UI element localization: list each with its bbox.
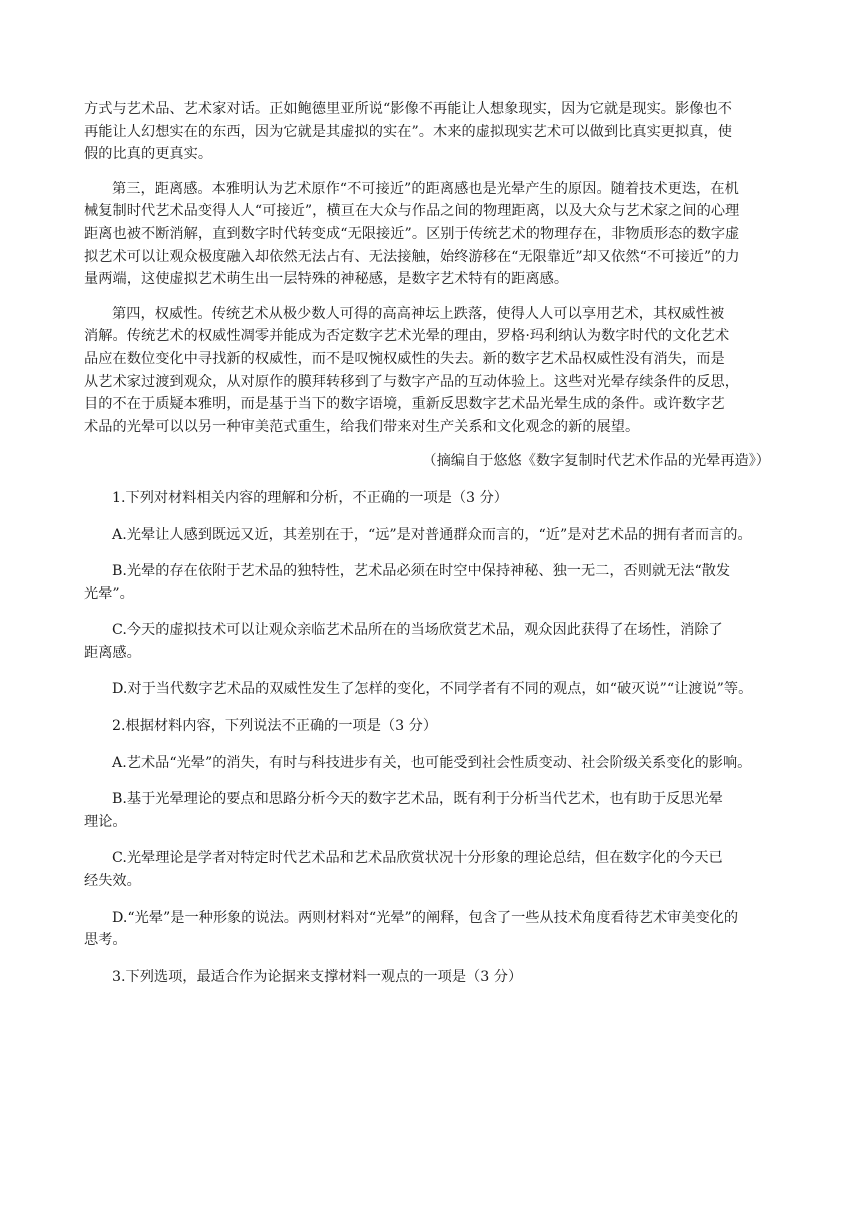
question-2-option-b (84, 788, 784, 833)
text-line: 量两端，这使虚拟艺术萌生出一层特殊的神秘感，是数字艺术特有的距离感。 (84, 271, 569, 288)
text-line: 假的比真的更真实。 (84, 146, 213, 163)
text-line: 1.下列对材料相关内容的理解和分析，不正确的一项是（3 分） (112, 489, 508, 506)
text-line: B.光晕的存在依附于艺术品的独特性，艺术品必须在时空中保持神秘、独一无二，否则就无法“散发 (112, 563, 731, 580)
passage-paragraph-3 (84, 303, 784, 439)
question-1-option-a (84, 524, 784, 547)
text-line: 思考。 (84, 932, 127, 949)
question-3-stem (84, 966, 784, 989)
text-line: 再能让人幻想实在的东西，因为它就是其虚拟的实在”。木来的虚拟现实艺术可以做到比真实更拟真，使 (84, 123, 732, 140)
text-line: 方式与艺术品、艺术家对话。正如鲍德里亚所说“影像不再能让人想象现实，因为它就是现实。影像也不 (84, 101, 732, 117)
text-line: 3.下列选项，最适合作为论据来支撑材料一观点的一项是（3 分） (112, 968, 523, 985)
text-line: C.今天的虚拟技术可以让观众亲临艺术品所在的当场欣赏艺术品，观众因此获得了在场性，消除了 (112, 622, 723, 639)
text-line: 从艺术家过渡到观众，从对原作的膜拜转移到了与数字产品的互动体验上。这些对光晕存续条件的反思， (84, 373, 739, 390)
text-line: 第三，距离感。本雅明认为艺术原作“不可接近”的距离感也是光晕产生的原因。随着技术更迭，在机 (112, 180, 739, 197)
question-1-option-b (84, 560, 784, 605)
source-citation: （摘编自于悠悠《数字复制时代艺术作品的光晕再造》） (422, 453, 770, 470)
text-line: 光晕”。 (84, 585, 134, 602)
text-line: 2.根据材料内容，下列说法不正确的一项是（3 分） (112, 718, 438, 735)
question-2-option-a (84, 752, 784, 775)
text-line: 械复制时代艺术品变得人人“可接近”，横亘在大众与作品之间的物理距离，以及大众与艺术家之间的心理 (84, 203, 740, 220)
text-line: 距离感。 (84, 644, 141, 661)
text-line: 目的不在于质疑本雅明，而是基于当下的数字语境，重新反思数字艺术品光晕生成的条件。或许数字艺 (84, 396, 725, 413)
question-2-option-d (84, 907, 784, 952)
text-line: A.光晕让人感到既远又近，其差别在于，“远”是对普通群众而言的，“近”是对艺术品的拥有者而言的。 (112, 526, 752, 543)
text-line: 拟艺术可以让观众极度融入却依然无法占有、无法接触，始终游移在“无限靠近”却又依然“不可接近”的力 (84, 248, 740, 265)
passage-paragraph-1 (84, 98, 784, 166)
question-1-stem (84, 487, 784, 510)
question-2-option-c (84, 847, 784, 892)
text-line: 经失效。 (84, 873, 141, 890)
question-1-option-d (84, 678, 784, 701)
question-1-option-c (84, 619, 784, 664)
question-2-stem (84, 715, 784, 738)
text-line: A.艺术品“光晕”的消失，有时与科技进步有关，也可能受到社会性质变动、社会阶级关系变化的影响。 (112, 754, 752, 771)
text-line: 品应在数位变化中寻找新的权威性，而不是叹惋权威性的失去。新的数字艺术品权威性没有消失，而是 (84, 350, 725, 367)
text-line: B.基于光晕理论的要点和思路分析今天的数字艺术品，既有利于分析当代艺术，也有助于反思光晕 (112, 791, 723, 808)
text-line: 距离也被不断消解，直到数字时代转变成“无限接近”。区别于传统艺术的物理存在，非物质形态的数字虚 (84, 225, 740, 242)
text-line: 术品的光晕可以以另一种审美范式重生，给我们带来对生产关系和文化观念的新的展望。 (84, 418, 640, 435)
text-line: D.“光晕”是一种形象的说法。两则材料对“光晕”的阐释，包含了一些从技术角度看待艺术审美变化的 (112, 909, 739, 926)
text-line: D.对于当代数字艺术品的双威性发生了怎样的变化，不同学者有不同的观点，如“破灭说”“让渡说”等。 (112, 681, 753, 698)
document-page (84, 98, 784, 1002)
text-line: 理论。 (84, 813, 127, 830)
text-line: C.光晕理论是学者对特定时代艺术品和艺术品欣赏状况十分形象的理论总结，但在数字化的今天已 (112, 850, 723, 867)
passage-paragraph-2 (84, 178, 784, 291)
text-line: 消解。传统艺术的权威性凋零并能成为否定数字艺术光晕的理由，罗格·玛利纳认为数字时代的文化艺术 (84, 328, 730, 345)
text-line: 第四，权威性。传统艺术从极少数人可得的高高神坛上跌落，使得人人可以享用艺术，其权威性被 (112, 305, 725, 322)
